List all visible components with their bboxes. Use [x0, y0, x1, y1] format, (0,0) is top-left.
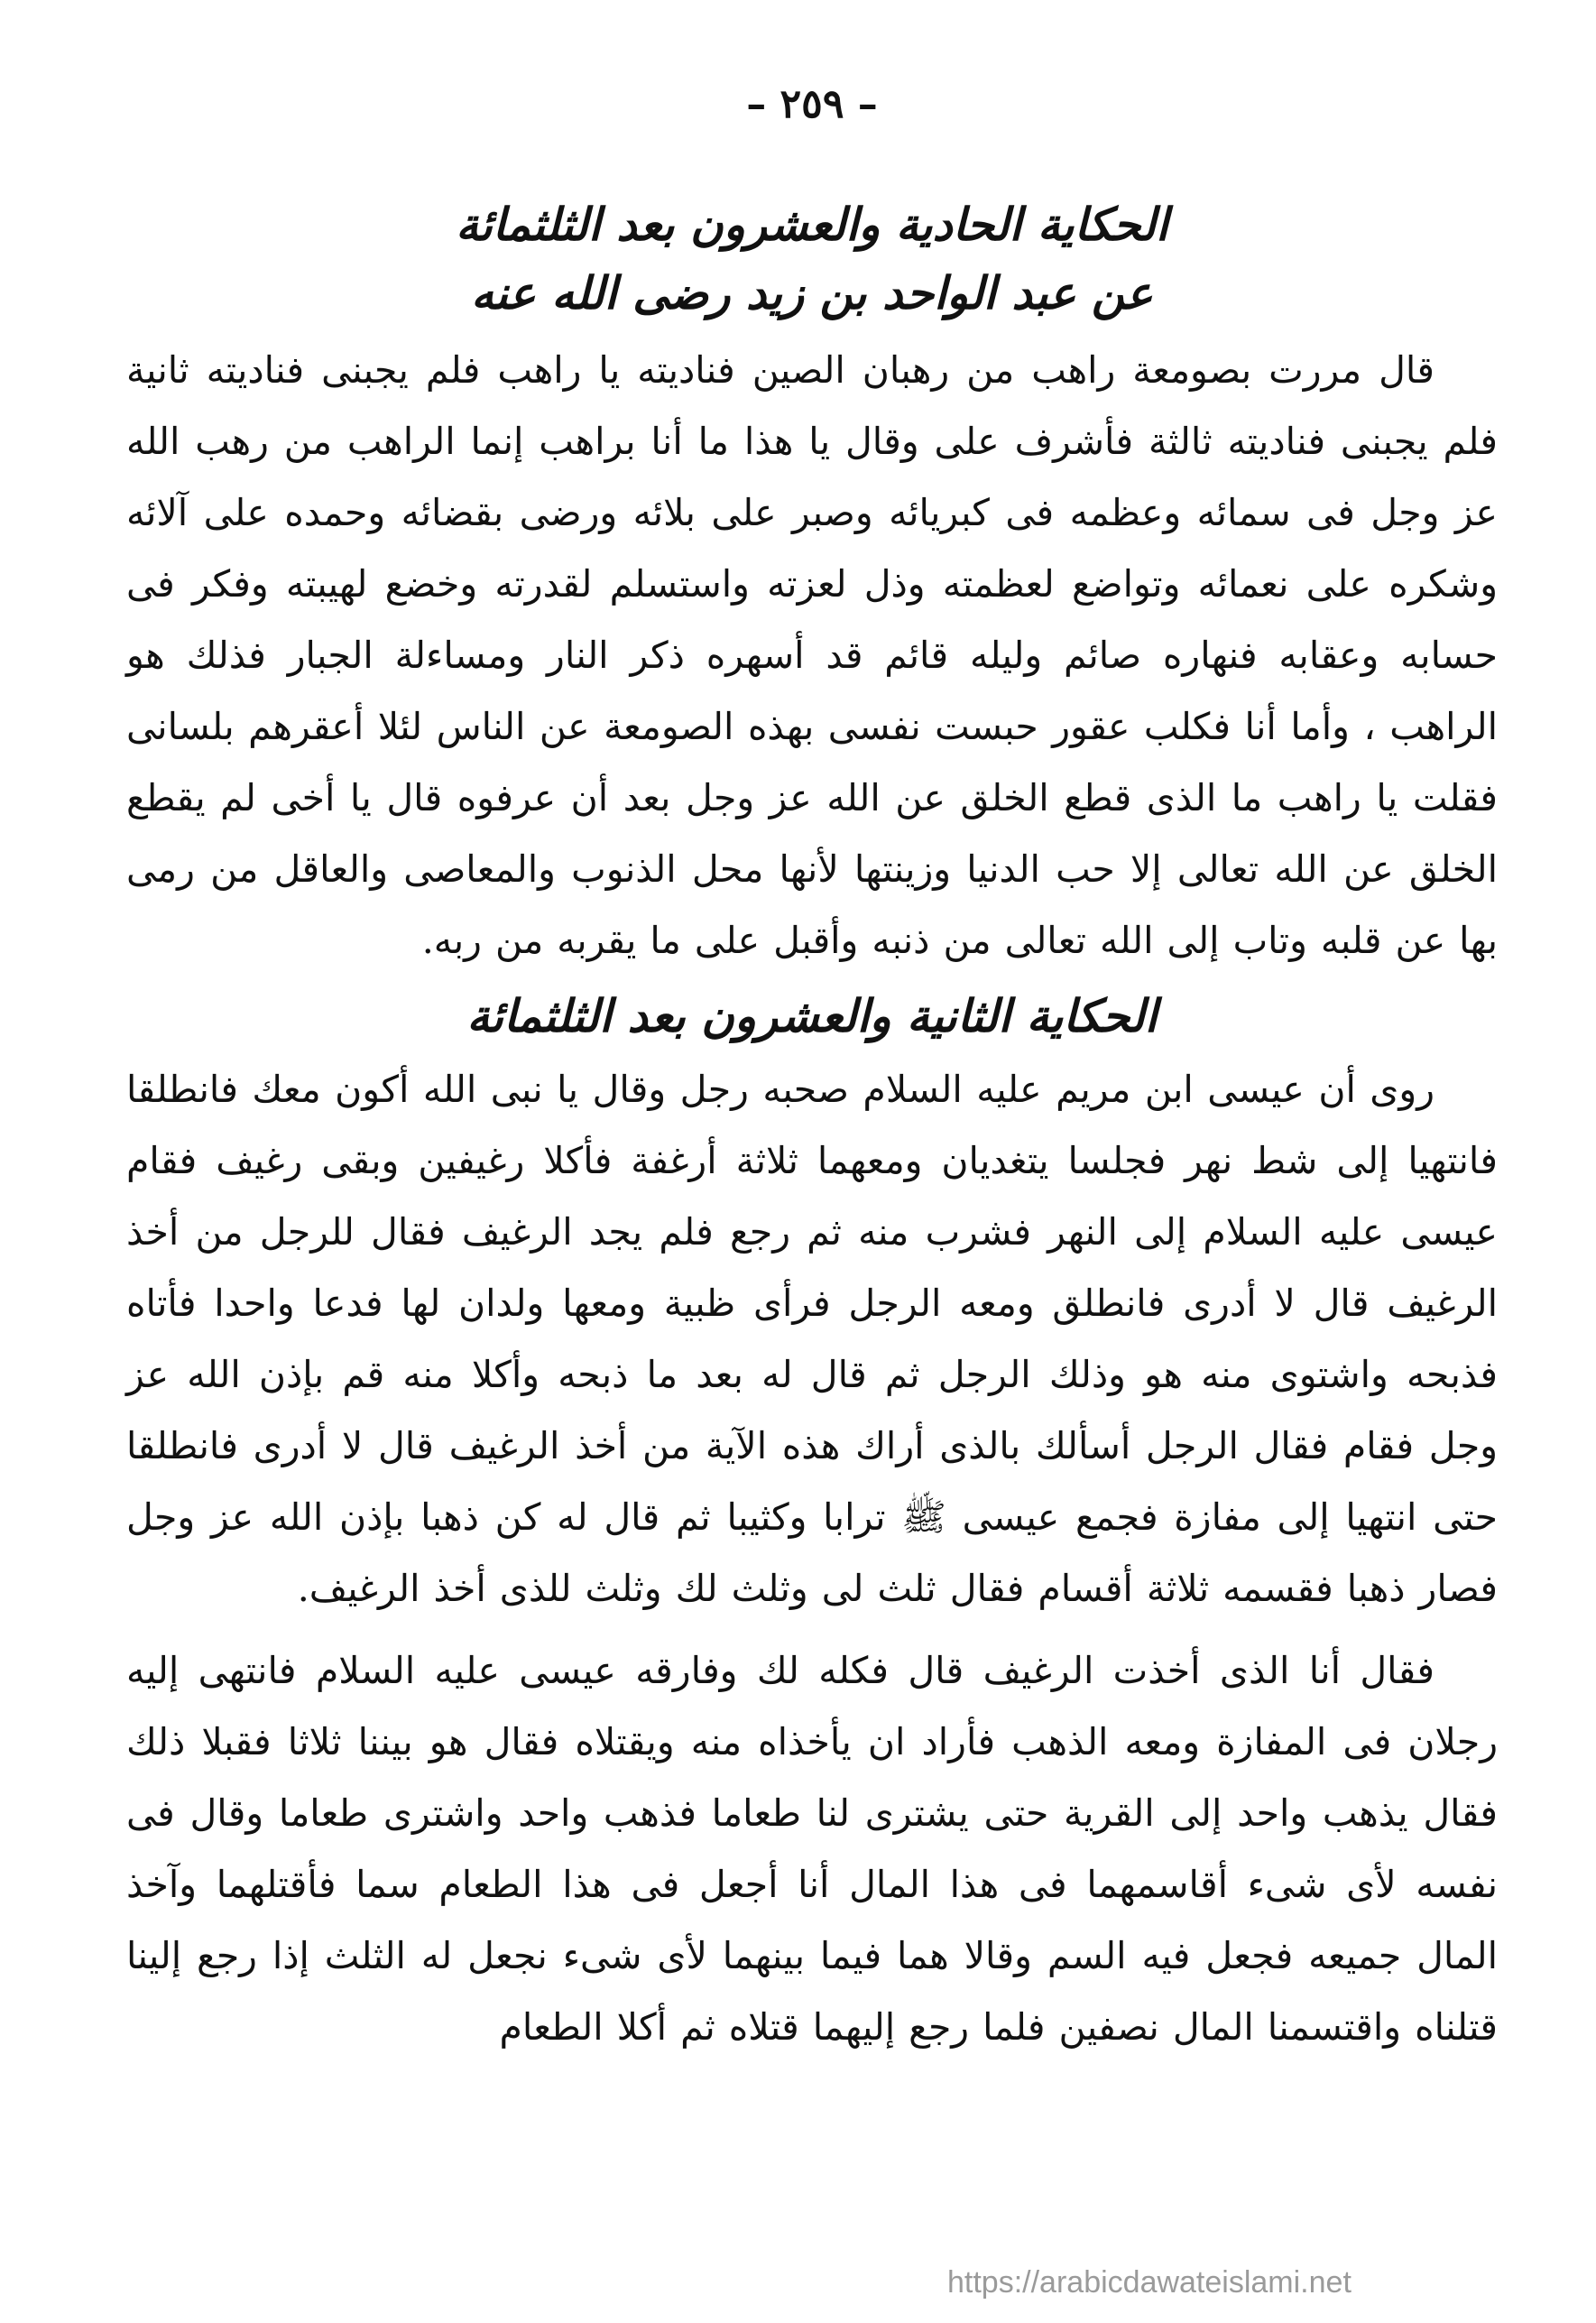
story2-paragraph1: روى أن عيسى ابن مريم عليه السلام صحبه رجل وقال يا نبى الله أكون معك فانطلقا فانتهيا إلى شط نهر فجلسا يتغديان ومعهما ثلاثة أرغفة فأكلا رغيفين وبقى رغيف فقام عيسى عليه السلام إلى النهر فشرب منه ثم رجع فلم يجد الرغيف فقال للرجل من أخذ الرغيف قال لا أدرى فانطلق ومعه الرجل فرأى ظبية ومعها ولدان لها فدعا واحدا فأتاه فذبحه واشتوى منه هو وذلك الرجل ثم قال له بعد ما ذبحه وأكلا منه قم بإذن الله عز وجل فقام فقال الرجل أسألك بالذى أراك هذه الآية من أخذ الرغيف قال لا أدرى فانطلقا حتى انتهيا إلى مفازة فجمع عيسى ﷺ ترابا وكثيبا ثم قال له كن ذهبا بإذن الله عز وجل فصار ذهبا فقسمه ثلاثة أقسام فقال ثلث لى وثلث لك وثلث للذى أخذ الرغيف. — [126, 1068, 1498, 1610]
book-page — [126, 81, 1498, 2247]
source-watermark: https://arabicdawateislami.net — [947, 2265, 1352, 2300]
story1-title-line1: الحكاية الحادية والعشرون بعد الثلثمائة — [456, 199, 1168, 251]
story2-paragraph2: فقال أنا الذى أخذت الرغيف قال فكله لك وفارقه عيسى عليه السلام فانتهى إليه رجلان فى المفازة ومعه الذهب فأراد ان يأخذاه منه ويقتلاه فقال هو بيننا ثلاثا فقبلا ذلك فقال يذهب واحد إلى القرية حتى يشترى لنا طعاما فذهب واحد واشترى طعاما وقال فى نفسه لأى شىء أقاسمهما فى هذا المال أنا أجعل فى هذا الطعام سما فأقتلهما وآخذ المال جميعه فجعل فيه السم وقالا هما فيما بينهما لأى شىء نجعل له الثلث إذا رجع إلينا قتلناه واقتسمنا المال نصفين فلما رجع إليهما قتلاه ثم أكلا الطعام — [126, 1649, 1498, 2049]
story1-title-line2: عن عبد الواحد بن زيد رضى الله عنه — [471, 267, 1153, 319]
page-number: – ٢٥٩ – — [746, 81, 878, 127]
story2-title: الحكاية الثانية والعشرون بعد الثلثمائة — [466, 990, 1158, 1042]
story1-heading — [126, 190, 1498, 328]
story1-paragraph: قال مررت بصومعة راهب من رهبان الصين فناديته يا راهب فلم يجبنى فناديته ثانية فلم يجبنى فناديته ثالثة فأشرف على وقال يا هذا ما أنا براهب إنما الراهب من رهب الله عز وجل فى سمائه وعظمه فى كبريائه وصبر على بلائه ورضى بقضائه وحمده على آلائه وشكره على نعمائه وتواضع لعظمته وذل لعزته واستسلم لقدرته وخضع لهيبته وفكر فى حسابه وعقابه فنهاره صائم وليله قائم قد أسهره ذكر النار ومساءلة الجبار فذلك هو الراهب ، وأما أنا فكلب عقور حبست نفسى بهذه الصومعة عن الناس لئلا أعقرهم بلسانى فقلت يا راهب ما الذى قطع الخلق عن الله عز وجل بعد أن عرفوه قال يا أخى لم يقطع الخلق عن الله تعالى إلا حب الدنيا وزينتها لأنها محل الذنوب والمعاصى والعاقل من رمى بها عن قلبه وتاب إلى الله تعالى من ذنبه وأقبل على ما يقربه من ربه. — [126, 348, 1498, 962]
